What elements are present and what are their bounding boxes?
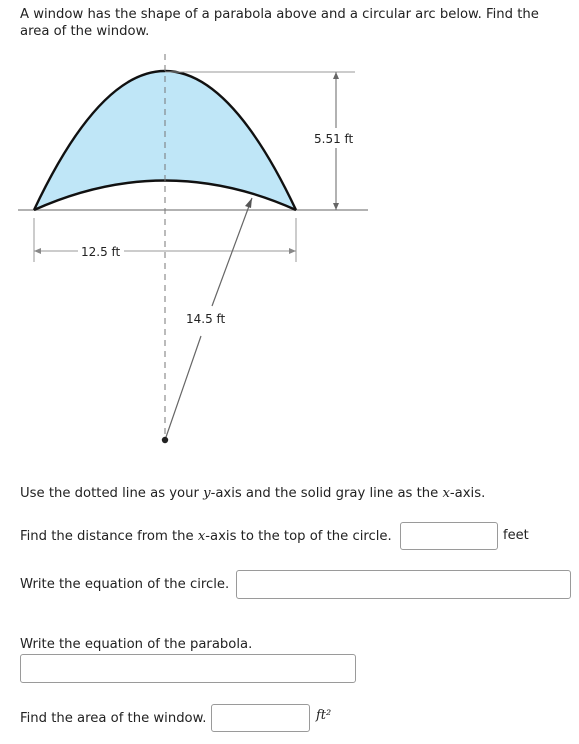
problem-statement: A window has the shape of a parabola above and a circular arc below. Find the area of the window.	[20, 7, 539, 39]
height-arrow-down	[333, 203, 339, 210]
distance-answer-input[interactable]	[400, 522, 498, 550]
circle-equation-label: Write the equation of the circle.	[20, 577, 230, 592]
circle-equation-input[interactable]	[236, 570, 571, 599]
window-figure	[0, 44, 579, 464]
radius-arrowhead	[245, 198, 252, 208]
area-question-label: Find the area of the window.	[20, 711, 207, 726]
parabola-equation-input[interactable]	[20, 654, 356, 683]
width-arrow-right	[289, 248, 296, 254]
area-unit-label: ft²	[316, 708, 332, 723]
circle-center-point	[162, 437, 168, 443]
area-answer-input[interactable]	[211, 704, 310, 732]
height-label: 5.51 ft	[314, 132, 354, 146]
x-variable: x	[442, 486, 450, 501]
y-variable: y	[203, 486, 211, 501]
parabola-equation-label: Write the equation of the parabola.	[20, 637, 253, 652]
distance-unit-label: feet	[503, 528, 529, 543]
axis-instruction: Use the dotted line as your y-axis and the solid gray line as the x-axis.	[20, 486, 486, 501]
radius-label: 14.5 ft	[186, 312, 226, 326]
radius-line-lower	[165, 336, 201, 440]
distance-question-label: Find the distance from the x-axis to the top of the circle.	[20, 529, 392, 544]
width-label: 12.5 ft	[81, 245, 121, 259]
height-arrow-up	[333, 72, 339, 79]
width-arrow-left	[34, 248, 41, 254]
radius-line-upper	[212, 198, 252, 306]
